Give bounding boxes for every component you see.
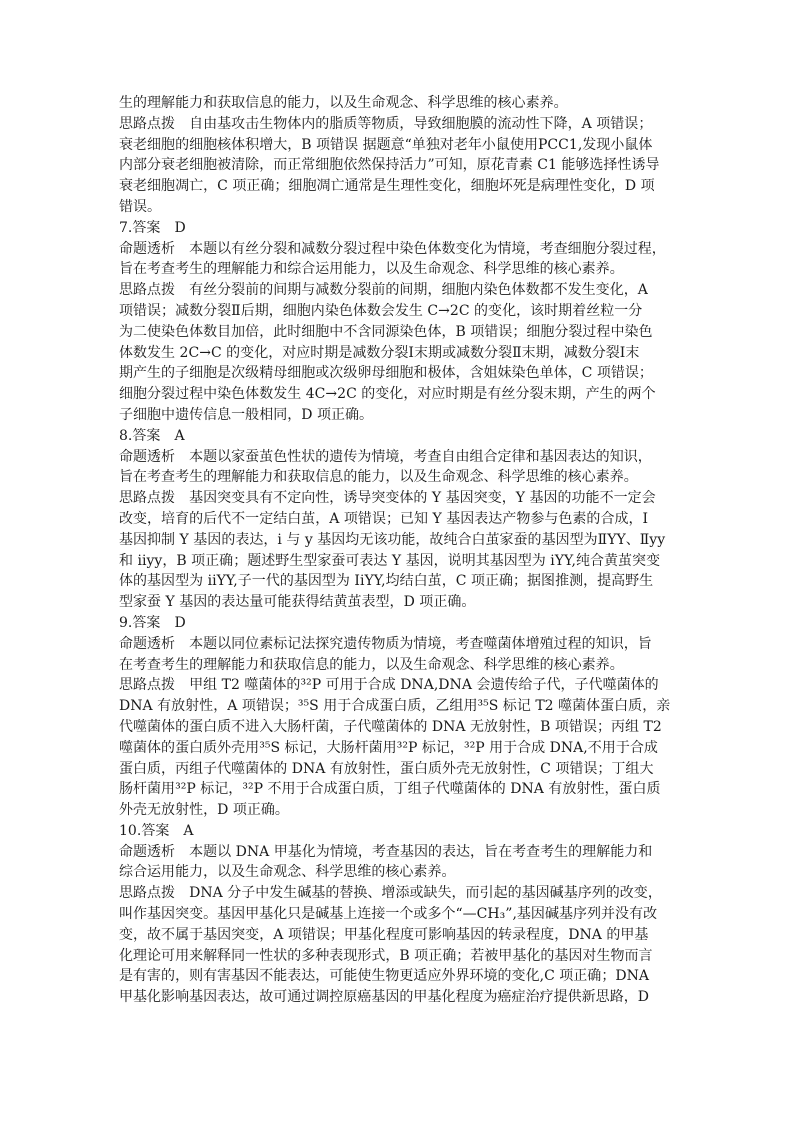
answer-heading: 7.答案 D [119,219,186,236]
text-line: 内部分衰老细胞被清除，而正常细胞依然保持活力”可知，原花青素 C1 能够选择性诱导 [119,157,660,174]
text-line: 综合运用能力，以及生命观念、科学思维的核心素养。 [119,864,456,881]
text-line: 基因抑制 Y 基因的表达，i 与 y 基因均无该功能，故纯合白茧家蚕的基因型为ⅡYY、Ⅱyy [119,531,666,548]
text-line: 是有害的，则有害基因不能表达，可能使生物更适应外界环境的变化,C 项正确；DNA [119,968,649,985]
text-line: 型家蚕 Y 基因的表达量可能获得结黄茧表型，D 项正确。 [119,594,476,611]
text-line: 旨在考查考生的理解能力和获取信息的能力，以及生命观念、科学思维的核心素养。 [119,469,638,486]
text-line: 改变，培育的后代不一定结白茧，A 项错误；已知 Y 基因表达产物参与色素的合成，I [119,510,649,527]
text-line: 错误。 [119,198,162,215]
text-line [119,1008,689,1029]
answer-heading: 10.答案 A [119,822,194,839]
text-line: 衰老细胞的细胞核体积增大，B 项错误 据题意“单独对老年小鼠使用PCC1,发现小鼠体 [119,136,653,153]
text-line: 代噬菌体的蛋白质不进入大肠杆菌，子代噬菌体的 DNA 无放射性，B 项错误；丙组 T2 [119,718,662,735]
text-line: 为二使染色体数目加倍，此时细胞中不含同源染色体，B 项错误；细胞分裂过程中染色 [119,323,653,340]
text-line: 和 iiyy，B 项正确；题述野生型家蚕可表达 Y 基因，说明其基因型为 iYY,纯合黄茧突变 [119,552,661,569]
text-line: 噬菌体的蛋白质外壳用³⁵S 标记，大肠杆菌用³²P 标记，³²P 用于合成 DNA,不用于合成 [119,739,658,756]
answer-heading: 9.答案 D [119,614,186,631]
text-line: 蛋白质，丙组子代噬菌体的 DNA 有放射性，蛋白质外壳无放射性，C 项错误；丁组大 [119,760,654,777]
text-line: 命题透析 本题以有丝分裂和减数分裂过程中染色体数变化为情境，考查细胞分裂过程， [119,240,666,257]
text-line: 衰老细胞凋亡，C 项正确；细胞凋亡通常是生理性变化，细胞坏死是病理性变化，D 项 [119,178,655,195]
text-line: 思路点拨 DNA 分子中发生碱基的替换、增添或缺失，而引起的基因碱基序列的改变， [119,885,662,902]
text-line: 期产生的子细胞是次级精母细胞或次级卵母细胞和极体，含姐妹染色单体，C 项错误； [119,365,653,382]
text-line: 甲基化影响基因表达，故可通过调控原癌基因的甲基化程度为癌症治疗提供新思路，D [119,989,649,1006]
text-line: 思路点拨 基因突变具有不定向性，诱导突变体的 Y 基因突变，Y 基因的功能不一定会 [119,490,656,507]
text-line: 外壳无放射性，D 项正确。 [119,802,289,819]
text-line: 思路点拨 自由基攻击生物体内的脂质等物质，导致细胞膜的流动性下降，A 项错误； [119,115,653,132]
text-line: 项错误；减数分裂Ⅱ后期，细胞内染色体数会发生 C→2C 的变化，该时期着丝粒一分 [119,302,643,319]
text-line: 变，故不属于基因突变，A 项错误；甲基化程度可影响基因的转录程度，DNA 的甲基 [119,926,649,943]
text-line: 命题透析 本题以 DNA 甲基化为情境，考查基因的表达，旨在考查考生的理解能力和 [119,843,653,860]
answer-heading: 8.答案 A [119,427,185,444]
text-line: 细胞分裂过程中染色体数发生 4C→2C 的变化，对应时期是有丝分裂末期，产生的两个 [119,386,656,403]
text-line: 肠杆菌用³²P 标记，³²P 不用于合成蛋白质，丁组子代噬菌体的 DNA 有放射性，蛋白质 [119,781,661,798]
text-line: 思路点拨 甲组 T2 噬菌体的³²P 可用于合成 DNA,DNA 会遗传给子代，子代噬菌体的 [119,677,659,694]
text-line: 命题透析 本题以家蚕茧色性状的遗传为情境，考查自由组合定律和基因表达的知识， [119,448,652,465]
text-line: 化理论可用来解释同一性状的多种表现形式，B 项正确；若被甲基化的基因对生物而言 [119,947,653,964]
text-line: 体数发生 2C→C 的变化，对应时期是减数分裂Ⅰ末期或减数分裂Ⅱ末期，减数分裂Ⅰ末 [119,344,640,361]
text-line: 体的基因型为 iiYY,子一代的基因型为 IiYY,均结白茧，C 项正确；据图推测，提高野生 [119,573,654,590]
text-line: 思路点拨 有丝分裂前的间期与减数分裂前的间期，细胞内染色体数都不发生变化，A [119,282,648,299]
answer-explanation-text [119,93,689,1029]
text-line: 叫作基因突变。基因甲基化只是碱基上连接一个或多个“—CH₃”,基因碱基序列并没有改 [119,906,658,923]
text-line: 旨在考查考生的理解能力和综合运用能力，以及生命观念、科学思维的核心素养。 [119,261,624,278]
text-line: DNA 有放射性，A 项错误；³⁵S 用于合成蛋白质，乙组用³⁵S 标记 T2 噬菌体蛋白质，亲 [119,698,671,715]
text-line: 子细胞中遗传信息一般相同，D 项正确。 [119,406,374,423]
text-line: 命题透析 本题以同位素标记法探究遗传物质为情境，考查噬菌体增殖过程的知识，旨 [119,635,652,652]
text-line: 在考查考生的理解能力和获取信息的能力，以及生命观念、科学思维的核心素养。 [119,656,624,673]
text-line: 生的理解能力和获取信息的能力，以及生命观念、科学思维的核心素养。 [119,95,568,111]
